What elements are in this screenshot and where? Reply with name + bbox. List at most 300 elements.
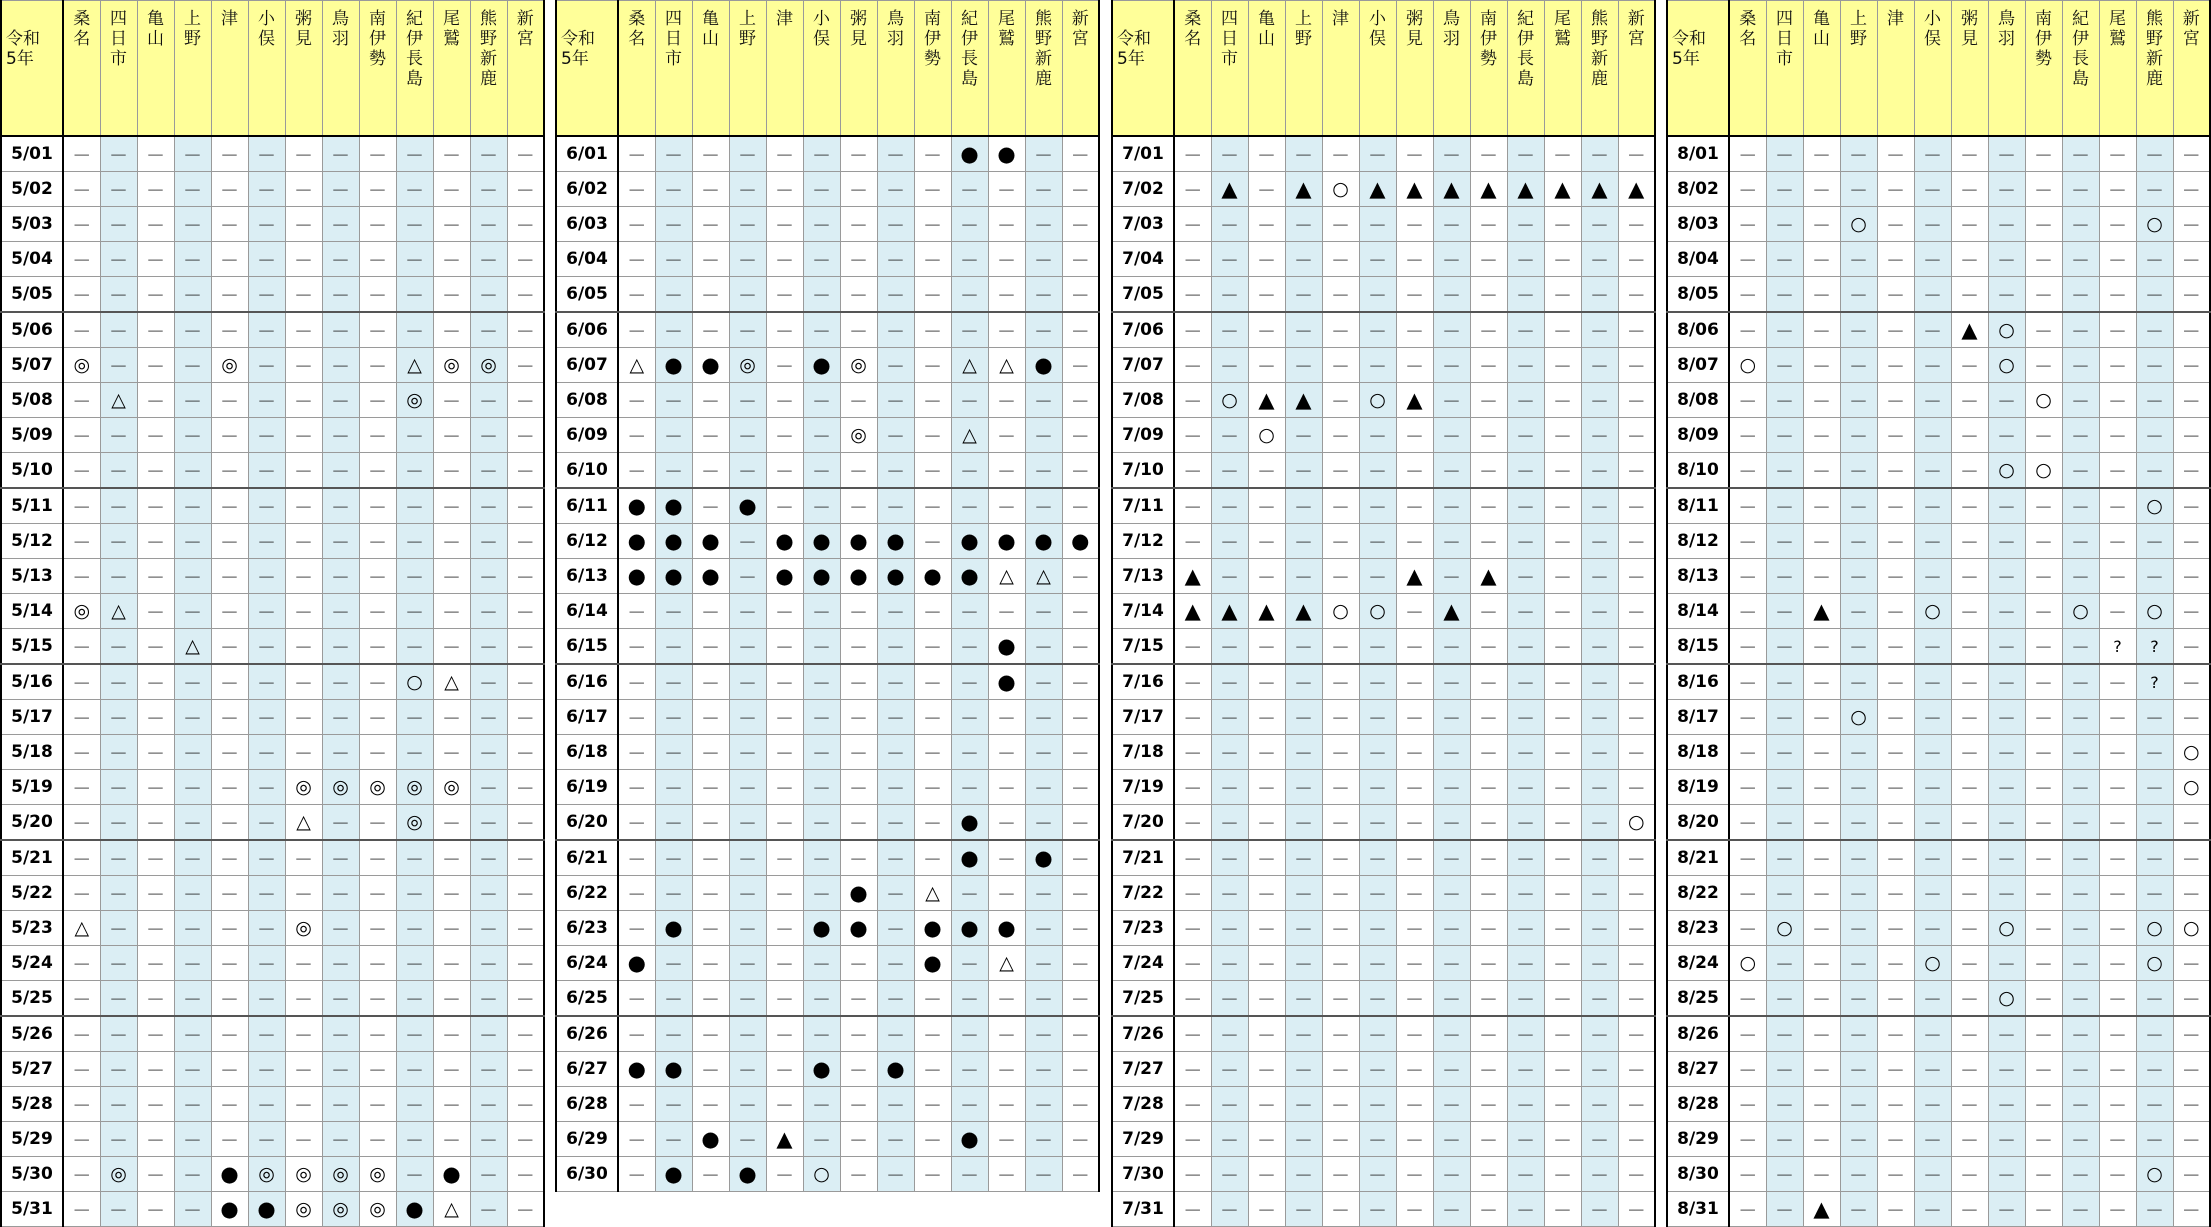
status-cell-dash: －: [1877, 453, 1914, 489]
status-cell-dash: －: [1803, 946, 1840, 981]
year-header: [1667, 1, 1729, 137]
status-cell-dash: －: [1285, 911, 1322, 946]
status-cell-dash: －: [1803, 664, 1840, 700]
status-cell-filled-circle: ●: [988, 524, 1025, 559]
status-cell-circle: ○: [1729, 946, 1766, 981]
status-cell-dash: －: [1025, 242, 1062, 277]
status-cell-dash: －: [1766, 840, 1803, 876]
status-cell-dash: －: [1840, 559, 1877, 594]
status-cell-dash: －: [396, 1122, 433, 1157]
date-cell: 7/23: [1112, 911, 1174, 946]
status-cell-dash: －: [1544, 664, 1581, 700]
status-cell-dash: －: [1470, 453, 1507, 489]
table-row: [556, 277, 1099, 313]
table-row: [1667, 805, 2210, 841]
status-cell-dash: －: [1877, 312, 1914, 348]
status-cell-dash: －: [988, 805, 1025, 841]
year-header-line: 令和: [561, 29, 595, 49]
status-cell-dash: －: [1322, 312, 1359, 348]
location-header: [1914, 1, 1951, 137]
status-cell-dash: －: [100, 1122, 137, 1157]
date-cell: 7/24: [1112, 946, 1174, 981]
date-cell: 6/16: [556, 664, 618, 700]
status-cell-dash: －: [1618, 312, 1655, 348]
status-cell-dash: －: [1581, 594, 1618, 629]
status-cell-dash: －: [1248, 1157, 1285, 1192]
table-row: [1, 946, 544, 981]
date-cell: 7/30: [1112, 1157, 1174, 1192]
location-header-char: 亀: [1258, 9, 1275, 29]
status-cell-dash: －: [1766, 981, 1803, 1017]
status-cell-dash: －: [840, 207, 877, 242]
status-cell-dash: －: [248, 981, 285, 1017]
status-cell-dash: －: [1248, 805, 1285, 841]
location-header-char: 尾: [443, 9, 460, 29]
status-cell-dash: －: [1766, 629, 1803, 665]
status-cell-filled-circle: ●: [951, 524, 988, 559]
date-cell: 5/27: [1, 1052, 63, 1087]
location-header-char: 伊: [406, 29, 423, 49]
status-cell-dash: －: [2025, 664, 2062, 700]
status-cell-dash: －: [100, 981, 137, 1017]
status-cell-dash: －: [2173, 629, 2210, 665]
status-cell-dash: －: [1803, 840, 1840, 876]
status-cell-dash: －: [248, 735, 285, 770]
location-header: [2099, 1, 2136, 137]
year-header: [1, 1, 63, 137]
status-cell-dash: －: [359, 735, 396, 770]
status-cell-dash: －: [1470, 735, 1507, 770]
status-cell-dash: －: [507, 1052, 544, 1087]
location-header-char: 南: [924, 9, 941, 29]
status-cell-dash: －: [1174, 418, 1211, 453]
status-cell-dash: －: [1951, 840, 1988, 876]
status-cell-dash: －: [1396, 946, 1433, 981]
status-cell-dash: －: [618, 383, 655, 418]
table-row: [1667, 629, 2210, 665]
status-cell-filled-circle: ●: [655, 911, 692, 946]
status-cell-dash: －: [433, 453, 470, 489]
status-cell-dash: －: [1433, 1192, 1470, 1227]
date-cell: 8/29: [1667, 1122, 1729, 1157]
status-cell-dash: －: [137, 312, 174, 348]
status-cell-dash: －: [840, 312, 877, 348]
status-cell-dash: －: [1581, 559, 1618, 594]
status-cell-dash: －: [1581, 1192, 1618, 1227]
status-cell-dash: －: [1062, 1087, 1099, 1122]
status-cell-double-circle: ◎: [63, 348, 100, 383]
status-cell-dash: －: [1322, 629, 1359, 665]
status-cell-dash: －: [470, 524, 507, 559]
status-cell-dash: －: [359, 524, 396, 559]
status-cell-filled-circle: ●: [988, 664, 1025, 700]
table-row: [556, 664, 1099, 700]
status-cell-filled-circle: ●: [877, 524, 914, 559]
status-cell-dash: －: [2136, 770, 2173, 805]
status-cell-dash: －: [618, 277, 655, 313]
status-cell-dash: －: [1988, 700, 2025, 735]
status-cell-dash: －: [729, 770, 766, 805]
status-cell-dash: －: [914, 383, 951, 418]
status-cell-dash: －: [2099, 348, 2136, 383]
status-cell-dash: －: [1359, 207, 1396, 242]
status-cell-dash: －: [507, 735, 544, 770]
status-cell-dash: －: [1951, 911, 1988, 946]
status-cell-dash: －: [1877, 524, 1914, 559]
location-header-char: 粥: [1406, 9, 1423, 29]
status-cell-dash: －: [470, 1087, 507, 1122]
status-cell-dash: －: [803, 594, 840, 629]
date-cell: 5/10: [1, 453, 63, 489]
status-cell-dash: －: [1507, 840, 1544, 876]
status-cell-dash: －: [211, 735, 248, 770]
status-cell-dash: －: [1470, 946, 1507, 981]
status-cell-dash: －: [1507, 1016, 1544, 1052]
status-cell-dash: －: [100, 664, 137, 700]
table-row: [1, 594, 544, 629]
status-cell-dash: －: [1285, 524, 1322, 559]
status-cell-dash: －: [951, 488, 988, 524]
status-cell-dash: －: [1877, 172, 1914, 207]
location-header: [507, 1, 544, 137]
status-cell-dash: －: [1507, 136, 1544, 172]
status-cell-dash: －: [507, 911, 544, 946]
date-cell: 7/06: [1112, 312, 1174, 348]
status-cell-dash: －: [951, 207, 988, 242]
status-cell-dash: －: [2062, 172, 2099, 207]
status-cell-dash: －: [2025, 805, 2062, 841]
status-cell-dash: －: [2136, 876, 2173, 911]
status-cell-dash: －: [1840, 418, 1877, 453]
status-cell-dash: －: [1470, 348, 1507, 383]
status-cell-dash: －: [1914, 242, 1951, 277]
status-cell-dash: －: [951, 770, 988, 805]
status-cell-dash: －: [1766, 136, 1803, 172]
status-cell-dash: －: [1285, 876, 1322, 911]
table-row: [1667, 840, 2210, 876]
date-cell: 5/17: [1, 700, 63, 735]
status-cell-triangle: △: [1025, 559, 1062, 594]
status-cell-dash: －: [137, 1122, 174, 1157]
status-cell-dash: －: [396, 594, 433, 629]
status-cell-dash: －: [914, 1016, 951, 1052]
status-cell-dash: －: [63, 559, 100, 594]
status-cell-double-circle: ◎: [322, 1192, 359, 1227]
status-cell-dash: －: [1951, 770, 1988, 805]
status-cell-triangle: △: [285, 805, 322, 841]
status-cell-dash: －: [285, 453, 322, 489]
status-cell-dash: －: [1507, 383, 1544, 418]
status-cell-dash: －: [1211, 1192, 1248, 1227]
status-cell-dash: －: [1544, 805, 1581, 841]
status-cell-dash: －: [1507, 524, 1544, 559]
status-cell-dash: －: [729, 418, 766, 453]
date-cell: 8/11: [1667, 488, 1729, 524]
status-cell-dash: －: [840, 1016, 877, 1052]
status-cell-dash: －: [63, 946, 100, 981]
location-header-char: 勢: [2035, 49, 2052, 69]
status-cell-dash: －: [1507, 207, 1544, 242]
status-cell-dash: －: [396, 946, 433, 981]
status-cell-dash: －: [470, 946, 507, 981]
status-cell-dash: －: [174, 1192, 211, 1227]
status-cell-dash: －: [1951, 242, 1988, 277]
status-cell-dash: －: [285, 594, 322, 629]
status-cell-dash: －: [2062, 946, 2099, 981]
date-cell: 7/25: [1112, 981, 1174, 1017]
status-cell-filled-circle: ●: [803, 911, 840, 946]
status-cell-dash: －: [1729, 136, 1766, 172]
status-cell-filled-circle: ●: [655, 1157, 692, 1192]
location-header: [2025, 1, 2062, 137]
status-cell-dash: －: [1248, 1016, 1285, 1052]
status-cell-dash: －: [692, 312, 729, 348]
location-header-char: 新: [1627, 9, 1645, 29]
location-header-char: 鹿: [480, 69, 497, 89]
status-cell-dash: －: [1322, 770, 1359, 805]
status-cell-dash: －: [1618, 418, 1655, 453]
date-cell: 8/16: [1667, 664, 1729, 700]
status-cell-dash: －: [322, 735, 359, 770]
status-cell-dash: －: [1766, 1052, 1803, 1087]
status-cell-dash: －: [1359, 735, 1396, 770]
status-cell-dash: －: [803, 1122, 840, 1157]
status-cell-dash: －: [618, 700, 655, 735]
status-cell-circle: ○: [1988, 911, 2025, 946]
status-cell-dash: －: [1359, 348, 1396, 383]
status-cell-dash: －: [1359, 981, 1396, 1017]
table-row: [1112, 312, 1655, 348]
status-cell-dash: －: [951, 946, 988, 981]
date-cell: 6/17: [556, 700, 618, 735]
status-cell-dash: －: [2136, 242, 2173, 277]
status-cell-dash: －: [396, 876, 433, 911]
status-cell-dash: －: [433, 172, 470, 207]
status-cell-dash: －: [951, 172, 988, 207]
table-row: [556, 348, 1099, 383]
status-cell-dash: －: [2136, 136, 2173, 172]
status-cell-dash: －: [63, 172, 100, 207]
status-cell-double-circle: ◎: [433, 348, 470, 383]
status-cell-dash: －: [988, 453, 1025, 489]
status-cell-dash: －: [322, 1087, 359, 1122]
table-row: [1112, 946, 1655, 981]
status-cell-dash: －: [322, 1052, 359, 1087]
location-header-char: 宮: [1627, 29, 1645, 49]
status-cell-dash: －: [100, 876, 137, 911]
location-header-char: 鷲: [998, 29, 1015, 49]
status-cell-dash: －: [1285, 981, 1322, 1017]
table-row: [1667, 348, 2210, 383]
status-cell-dash: －: [1025, 594, 1062, 629]
status-cell-dash: －: [692, 805, 729, 841]
status-cell-dash: －: [914, 207, 951, 242]
year-header-line: 令和: [6, 29, 40, 49]
status-cell-dash: －: [1211, 488, 1248, 524]
status-cell-dash: －: [470, 277, 507, 313]
status-cell-dash: －: [1062, 312, 1099, 348]
status-cell-dash: －: [729, 629, 766, 665]
status-cell-dash: －: [877, 594, 914, 629]
status-cell-dash: －: [2025, 629, 2062, 665]
status-cell-dash: －: [1877, 1087, 1914, 1122]
status-cell-dash: －: [1470, 1052, 1507, 1087]
status-cell-dash: －: [1396, 348, 1433, 383]
status-cell-dash: －: [507, 172, 544, 207]
date-cell: 6/07: [556, 348, 618, 383]
status-cell-dash: －: [1988, 770, 2025, 805]
date-cell: 5/19: [1, 770, 63, 805]
status-cell-dash: －: [1359, 242, 1396, 277]
status-cell-dash: －: [1062, 700, 1099, 735]
status-cell-dash: －: [1062, 488, 1099, 524]
table-row: [556, 805, 1099, 841]
status-cell-double-circle: ◎: [100, 1157, 137, 1192]
status-cell-dash: －: [1951, 981, 1988, 1017]
status-cell-filled-triangle: ▲: [1174, 559, 1211, 594]
status-cell-dash: －: [692, 629, 729, 665]
status-cell-dash: －: [1211, 735, 1248, 770]
status-cell-dash: －: [655, 805, 692, 841]
status-cell-dash: －: [1285, 840, 1322, 876]
status-cell-dash: －: [2136, 383, 2173, 418]
status-cell-dash: －: [1248, 946, 1285, 981]
location-header-char: 新: [480, 49, 497, 69]
status-cell-dash: －: [914, 277, 951, 313]
status-cell-dash: －: [2099, 1122, 2136, 1157]
status-cell-dash: －: [1248, 876, 1285, 911]
status-cell-dash: －: [396, 1016, 433, 1052]
table-row: [1, 770, 544, 805]
location-header: [2173, 1, 2210, 137]
location-header-char: 上: [739, 9, 756, 29]
status-cell-filled-triangle: ▲: [1433, 172, 1470, 207]
status-cell-dash: －: [2173, 981, 2210, 1017]
table-row: [556, 136, 1099, 172]
status-cell-dash: －: [1840, 770, 1877, 805]
status-cell-dash: －: [507, 559, 544, 594]
status-cell-dash: －: [137, 735, 174, 770]
status-cell-dash: －: [1025, 1052, 1062, 1087]
status-cell-dash: －: [1914, 770, 1951, 805]
status-cell-dash: －: [2062, 700, 2099, 735]
status-cell-dash: －: [100, 911, 137, 946]
status-cell-dash: －: [174, 1087, 211, 1122]
location-header: [1803, 1, 1840, 137]
status-cell-dash: －: [285, 1016, 322, 1052]
status-cell-dash: －: [322, 981, 359, 1017]
status-cell-dash: －: [1581, 136, 1618, 172]
status-cell-dash: －: [840, 594, 877, 629]
date-cell: 8/02: [1667, 172, 1729, 207]
status-cell-dash: －: [1951, 172, 1988, 207]
location-header-char: 鳥: [1443, 9, 1460, 29]
status-cell-dash: －: [2062, 1016, 2099, 1052]
status-cell-dash: －: [1766, 348, 1803, 383]
table-row: [1112, 383, 1655, 418]
status-cell-dash: －: [470, 312, 507, 348]
status-cell-dash: －: [1433, 911, 1470, 946]
status-cell-dash: －: [1581, 876, 1618, 911]
year-header-line: 5年: [1672, 49, 1700, 69]
table-row: [1667, 172, 2210, 207]
status-cell-filled-triangle: ▲: [1359, 172, 1396, 207]
status-cell-dash: －: [1544, 383, 1581, 418]
location-header-char: 野: [739, 29, 756, 49]
status-cell-dash: －: [2136, 312, 2173, 348]
status-cell-dash: －: [507, 876, 544, 911]
date-cell: 6/15: [556, 629, 618, 665]
date-cell: 7/14: [1112, 594, 1174, 629]
table-row: [556, 559, 1099, 594]
status-cell-dash: －: [285, 1052, 322, 1087]
status-cell-dash: －: [2136, 172, 2173, 207]
status-cell-filled-circle: ●: [914, 911, 951, 946]
date-cell: 8/26: [1667, 1016, 1729, 1052]
status-cell-dash: －: [359, 946, 396, 981]
status-cell-dash: －: [988, 700, 1025, 735]
status-cell-dash: －: [2099, 207, 2136, 242]
status-cell-double-circle: ◎: [322, 1157, 359, 1192]
date-cell: 8/27: [1667, 1052, 1729, 1087]
status-cell-dash: －: [1174, 453, 1211, 489]
location-header-char: 新: [1071, 9, 1089, 29]
status-cell-dash: －: [766, 700, 803, 735]
status-cell-filled-circle: ●: [988, 136, 1025, 172]
status-cell-dash: －: [1581, 383, 1618, 418]
status-cell-filled-triangle: ▲: [1433, 594, 1470, 629]
location-header: [951, 1, 988, 137]
status-cell-dash: －: [1951, 1087, 1988, 1122]
status-cell-dash: －: [2062, 207, 2099, 242]
status-cell-dash: －: [1248, 277, 1285, 313]
status-cell-dash: －: [1470, 629, 1507, 665]
status-cell-dash: －: [618, 981, 655, 1017]
status-cell-dash: －: [655, 242, 692, 277]
location-header-char: 俣: [1924, 29, 1941, 49]
status-cell-dash: －: [1433, 488, 1470, 524]
status-cell-dash: －: [618, 594, 655, 629]
year-header-line: 5年: [561, 49, 589, 69]
status-cell-dash: －: [211, 1016, 248, 1052]
status-cell-dash: －: [1840, 348, 1877, 383]
status-cell-dash: －: [1433, 1157, 1470, 1192]
status-cell-dash: －: [1248, 136, 1285, 172]
status-cell-dash: －: [803, 136, 840, 172]
status-cell-dash: －: [507, 488, 544, 524]
status-cell-dash: －: [988, 418, 1025, 453]
status-cell-dash: －: [655, 770, 692, 805]
status-cell-dash: －: [1285, 312, 1322, 348]
status-cell-filled-circle: ●: [729, 488, 766, 524]
status-cell-dash: －: [1507, 1052, 1544, 1087]
location-header-char: 鹿: [1591, 69, 1608, 89]
status-cell-dash: －: [655, 418, 692, 453]
status-cell-dash: －: [1433, 312, 1470, 348]
location-header-char: 熊: [1035, 9, 1052, 29]
status-cell-dash: －: [470, 559, 507, 594]
location-header-char: 上: [1295, 9, 1312, 29]
table-row: [556, 1157, 1099, 1192]
status-cell-dash: －: [1211, 348, 1248, 383]
status-cell-dash: －: [1729, 172, 1766, 207]
status-cell-dash: －: [63, 805, 100, 841]
status-cell-dash: －: [211, 1087, 248, 1122]
status-cell-dash: －: [1618, 735, 1655, 770]
status-cell-dash: －: [1840, 876, 1877, 911]
status-cell-circle: ○: [1988, 312, 2025, 348]
status-cell-dash: －: [1729, 735, 1766, 770]
